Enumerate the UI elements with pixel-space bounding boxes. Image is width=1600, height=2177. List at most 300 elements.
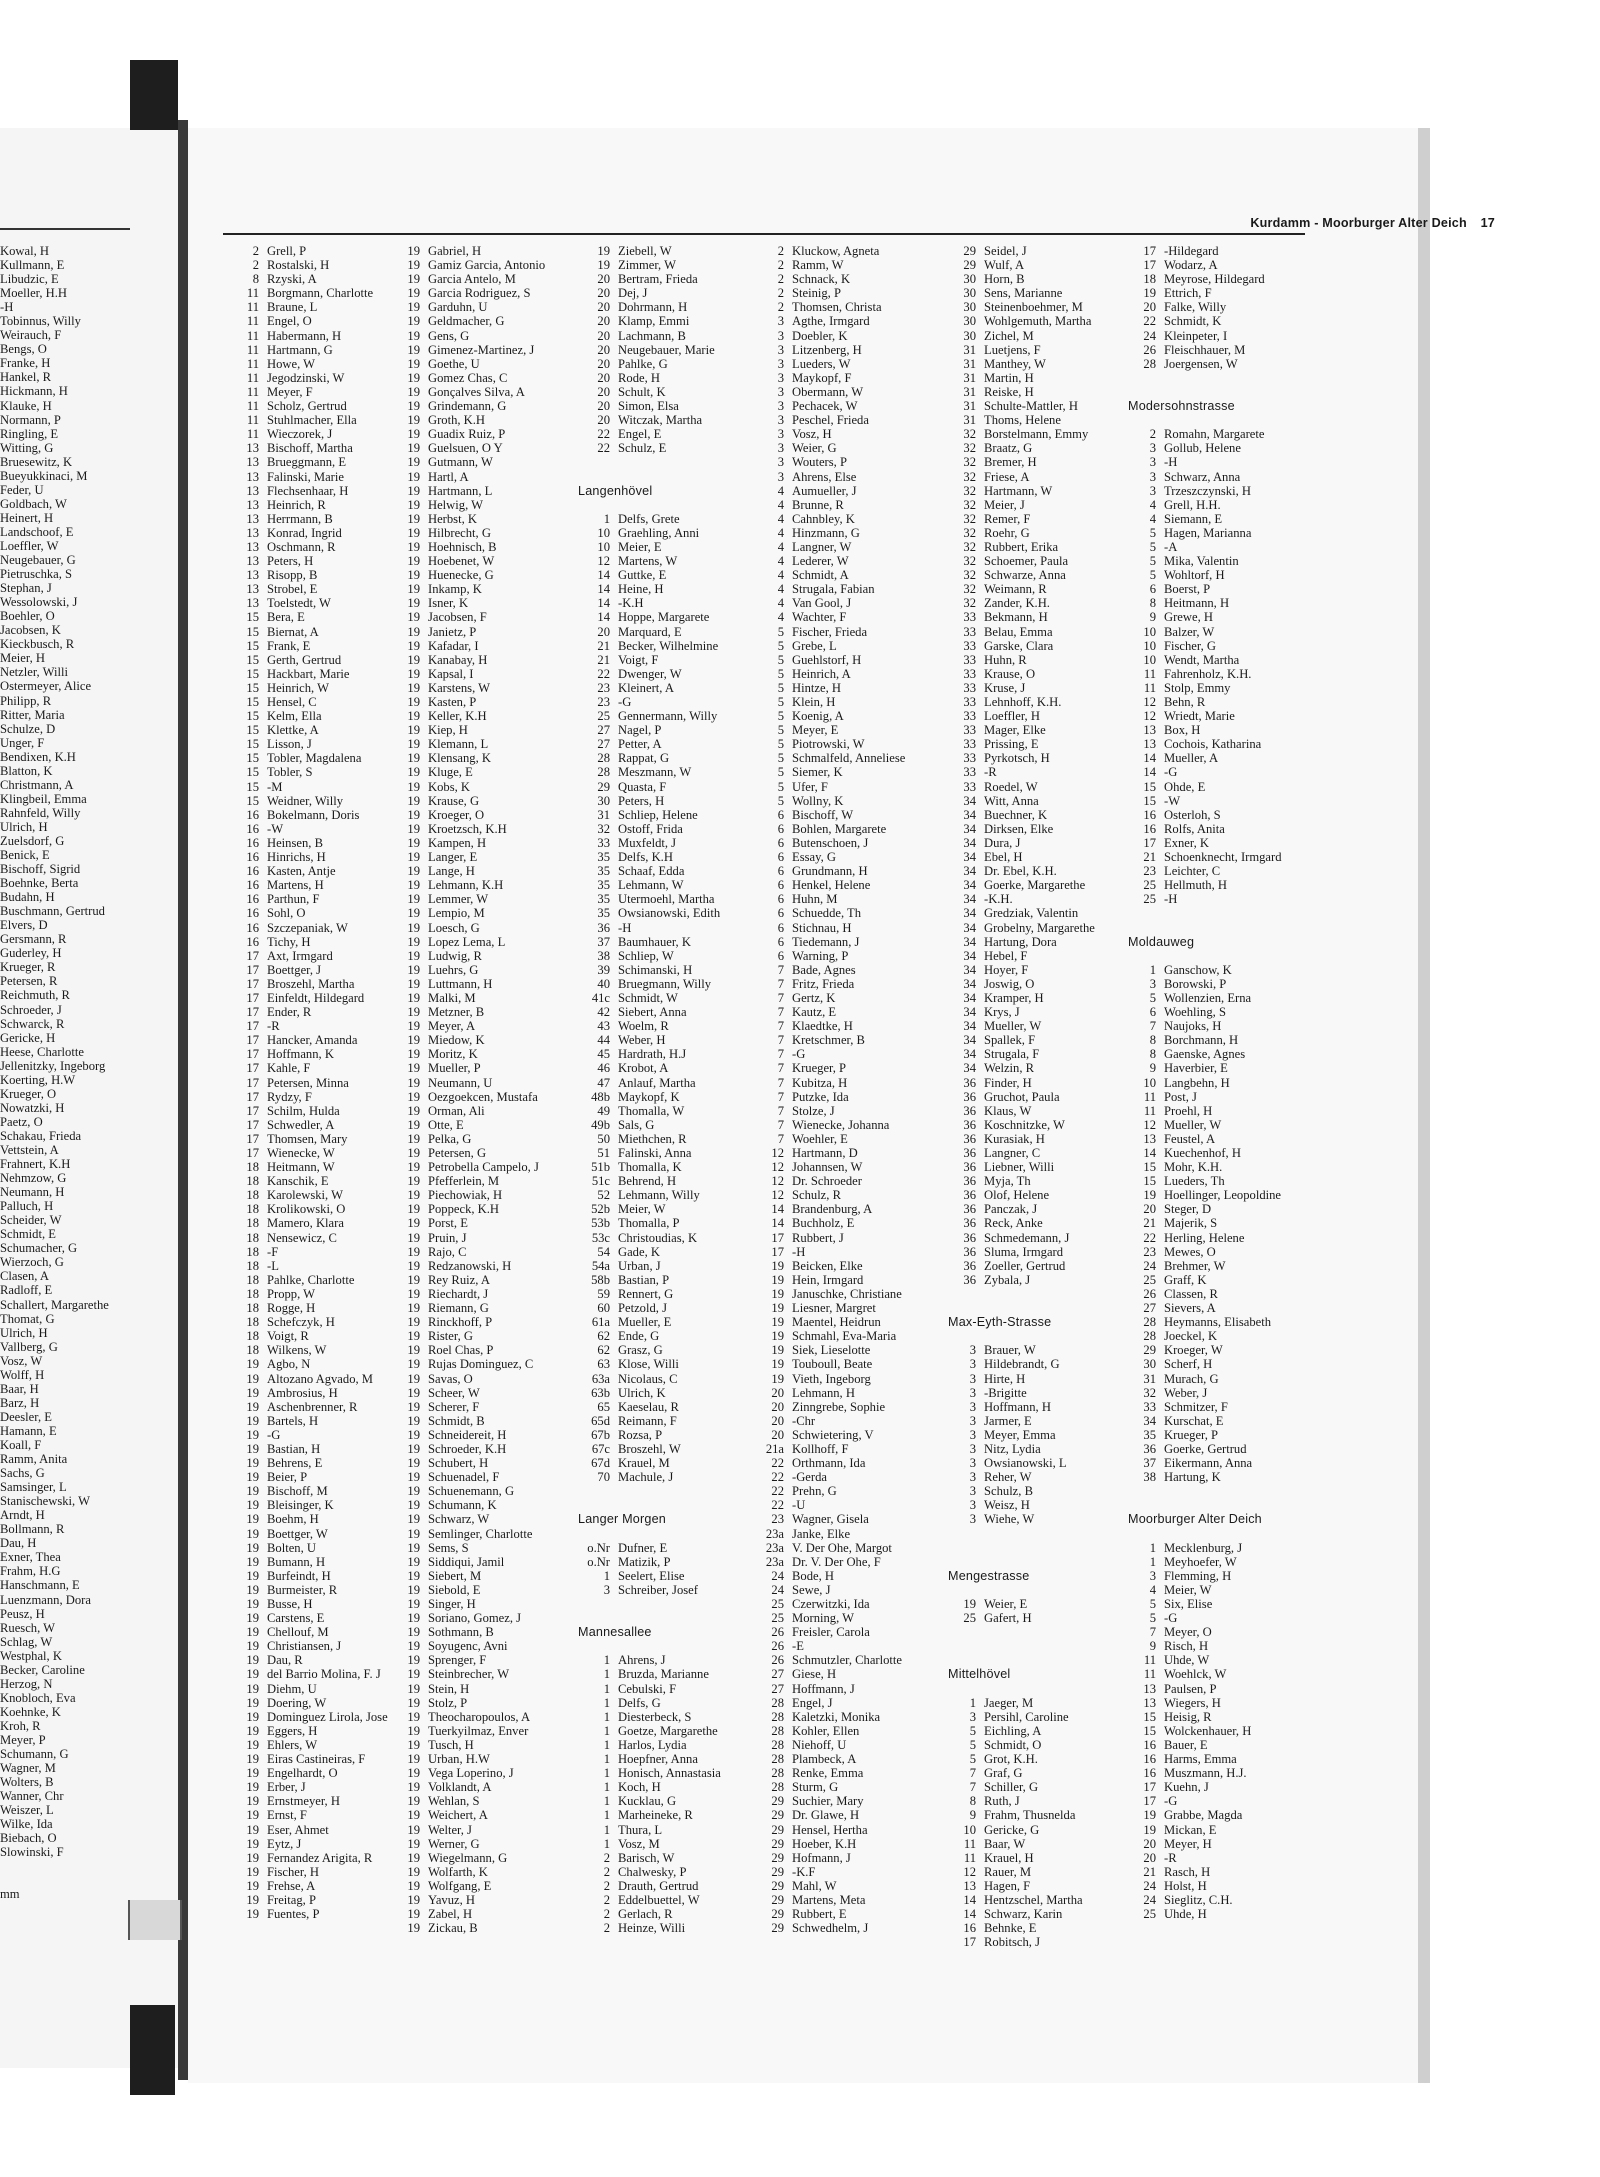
house-number: 46 [597, 1061, 610, 1076]
resident-entry [223, 1780, 388, 1794]
house-number: 13 [1143, 1131, 1156, 1146]
blank-line [1128, 1484, 1282, 1498]
resident-name: Gutmann, W [428, 455, 493, 470]
resident-name: Owsianowski, L [984, 1456, 1067, 1471]
house-number: 6 [777, 850, 784, 865]
previous-page-entry: Pietruschka, S [0, 567, 73, 582]
street-heading [578, 484, 721, 498]
resident-name: Kleinert, A [618, 680, 674, 695]
house-number: 19 [246, 1709, 259, 1724]
resident-name: Howe, W [267, 356, 316, 371]
resident-name: Becker, Wilhelmine [618, 638, 719, 653]
resident-name: Hoepfner, Anna [618, 1752, 698, 1767]
resident-entry [748, 1076, 905, 1090]
house-number: 36 [963, 1174, 976, 1189]
resident-entry [578, 1696, 721, 1710]
resident-entry [398, 709, 545, 723]
house-number: 19 [407, 370, 420, 385]
house-number: 31 [963, 356, 976, 371]
house-number: 1 [603, 1695, 610, 1710]
resident-entry [223, 1005, 388, 1019]
house-number: 19 [407, 1667, 420, 1682]
resident-name: Baumhauer, K [618, 934, 691, 949]
resident-entry [948, 1752, 1095, 1766]
resident-name: Gerlach, R [618, 1907, 673, 1922]
house-number: 17 [1143, 1794, 1156, 1809]
resident-entry [223, 737, 388, 751]
resident-entry [1128, 1893, 1282, 1907]
resident-name: Zybala, J [984, 1272, 1031, 1287]
resident-name: Martin, H [984, 370, 1034, 385]
resident-entry [578, 963, 721, 977]
previous-page-entry: Luenzmann, Dora [0, 1592, 91, 1607]
resident-name: Hinzmann, G [792, 525, 860, 540]
house-number: 19 [407, 1878, 420, 1893]
previous-page-entry: Philipp, R [0, 693, 52, 708]
resident-entry [748, 1682, 905, 1696]
resident-entry [578, 371, 721, 385]
resident-entry [948, 1231, 1095, 1245]
street-name: Modersohnstrasse [1128, 399, 1235, 414]
house-number: 33 [963, 723, 976, 738]
resident-entry [948, 385, 1095, 399]
house-number: 34 [963, 1005, 976, 1020]
resident-name: Ramm, W [792, 258, 844, 273]
house-number: 51 [597, 1146, 610, 1160]
resident-name: Krobot, A [618, 1061, 669, 1076]
resident-name: Roel Chas, P [428, 1343, 494, 1358]
resident-name: Rode, H [618, 370, 660, 385]
resident-name: Langner, W [792, 539, 852, 554]
house-number: o.Nr [587, 1554, 610, 1569]
house-number: 30 [963, 300, 976, 315]
resident-entry [398, 470, 545, 484]
resident-name: Ambrosius, H [267, 1385, 338, 1400]
resident-entry [223, 1386, 388, 1400]
resident-entry [398, 1160, 545, 1174]
resident-name: Schwietering, V [792, 1427, 874, 1442]
house-number: 31 [1143, 1371, 1156, 1386]
house-number: 18 [246, 1230, 259, 1245]
resident-entry [398, 1879, 545, 1893]
resident-entry [223, 1597, 388, 1611]
resident-entry [578, 709, 721, 723]
header-title: Kurdamm - Moorburger Alter Deich [1250, 216, 1467, 230]
resident-name: Wollny, K [792, 793, 844, 808]
house-number: 19 [246, 1470, 259, 1485]
house-number: 19 [407, 483, 420, 498]
resident-entry [748, 1174, 905, 1188]
resident-name: Klein, H [792, 695, 836, 709]
house-number: 19 [246, 1371, 259, 1386]
house-number: 35 [1143, 1427, 1156, 1442]
resident-name: Wriedt, Marie [1164, 709, 1235, 724]
resident-entry [1128, 1216, 1282, 1230]
house-number: 18 [246, 1174, 259, 1189]
resident-entry [948, 1061, 1095, 1075]
house-number: 34 [963, 1061, 976, 1076]
previous-page-entry: Witting, G [0, 440, 54, 455]
resident-name: Klensang, K [428, 751, 491, 766]
resident-entry [578, 258, 721, 272]
resident-name: Gonçalves Silva, A [428, 384, 525, 399]
house-number: 19 [246, 1667, 259, 1682]
resident-name: Krolikowski, O [267, 1202, 346, 1217]
house-number: 34 [963, 1019, 976, 1034]
resident-entry [398, 1386, 545, 1400]
resident-name: Kleinpeter, I [1164, 328, 1228, 343]
house-number: 19 [246, 1597, 259, 1611]
resident-entry [223, 850, 388, 864]
house-number: 19 [771, 1301, 784, 1316]
resident-entry [223, 568, 388, 582]
resident-entry [1128, 751, 1282, 765]
house-number: 4 [1149, 511, 1156, 526]
resident-name: Urban, H.W [428, 1752, 490, 1767]
resident-entry [948, 484, 1095, 498]
resident-name: Fahrenholz, K.H. [1164, 666, 1252, 681]
resident-name: Bolten, U [267, 1540, 316, 1555]
resident-entry [948, 314, 1095, 328]
resident-entry [223, 484, 388, 498]
resident-name: Sothmann, B [428, 1625, 494, 1640]
house-number: 5 [777, 666, 784, 681]
resident-name: Bastian, H [267, 1441, 321, 1456]
house-number: 19 [407, 638, 420, 653]
resident-entry [1128, 836, 1282, 850]
resident-name: Rogge, H [267, 1301, 316, 1316]
house-number: 17 [771, 1244, 784, 1259]
resident-name: Muszmann, H.J. [1164, 1766, 1247, 1781]
resident-name: Hensel, Hertha [792, 1822, 868, 1837]
resident-name: Mickan, E [1164, 1822, 1217, 1837]
resident-entry [1128, 329, 1282, 343]
resident-entry [748, 1047, 905, 1061]
resident-entry [578, 1766, 721, 1780]
resident-entry [578, 1019, 721, 1033]
resident-entry [398, 441, 545, 455]
resident-name: Mager, Elke [984, 723, 1046, 738]
resident-entry [578, 780, 721, 794]
resident-name: Schiller, G [984, 1780, 1039, 1795]
resident-name: Graff, K [1164, 1272, 1207, 1287]
house-number: 16 [1143, 807, 1156, 822]
resident-name: Ufer, F [792, 779, 828, 794]
resident-name: Stuhlmacher, Ella [267, 413, 357, 428]
resident-name: Siebert, M [428, 1568, 482, 1583]
resident-name: Inkamp, K [428, 582, 482, 597]
resident-name: -G [267, 1427, 281, 1442]
resident-name: Guelsuen, O Y [428, 441, 503, 456]
resident-entry [1128, 1611, 1282, 1625]
house-number: 7 [1149, 1019, 1156, 1034]
resident-name: Bischoff, M [267, 1484, 328, 1499]
resident-entry [748, 639, 905, 653]
house-number: 15 [246, 723, 259, 738]
house-number: 19 [407, 314, 420, 329]
house-number: 12 [597, 554, 610, 569]
house-number: 28 [1143, 1329, 1156, 1344]
resident-name: Goetze, Margarethe [618, 1723, 718, 1738]
resident-entry [398, 949, 545, 963]
house-number: 19 [246, 1836, 259, 1851]
resident-entry [748, 470, 905, 484]
resident-entry [578, 751, 721, 765]
resident-name: Pfefferlein, M [428, 1174, 500, 1189]
house-number: 21 [1143, 1864, 1156, 1879]
house-number: 17 [246, 1047, 259, 1062]
resident-entry [578, 822, 721, 836]
house-number: 19 [246, 1554, 259, 1569]
resident-entry [948, 625, 1095, 639]
resident-name: Krueger, P [792, 1061, 847, 1076]
resident-name: Otte, E [428, 1117, 464, 1132]
resident-name: Siemer, K [792, 765, 843, 780]
previous-page-entry: Moeller, H.H [0, 286, 67, 301]
house-number: 2 [777, 286, 784, 301]
house-number: 21a [765, 1441, 784, 1456]
resident-name: Soriano, Gomez, J [428, 1611, 522, 1626]
resident-name: Rubbert, J [792, 1230, 844, 1245]
street-name: Max-Eyth-Strasse [948, 1315, 1052, 1330]
resident-entry [578, 314, 721, 328]
house-number: 29 [771, 1836, 784, 1851]
resident-entry [223, 1752, 388, 1766]
resident-name: Rajo, C [428, 1244, 467, 1259]
house-number: 19 [407, 342, 420, 357]
resident-name: Cochois, Katharina [1164, 737, 1262, 752]
resident-name: Dufner, E [618, 1540, 668, 1555]
resident-name: Pahlke, Charlotte [267, 1272, 355, 1287]
resident-name: Karstens, W [428, 680, 491, 695]
resident-name: Majerik, S [1164, 1216, 1218, 1231]
house-number: 19 [407, 1441, 420, 1456]
house-number: 19 [1143, 1808, 1156, 1823]
house-number: 12 [963, 1864, 976, 1879]
resident-entry [948, 878, 1095, 892]
resident-entry [1128, 357, 1282, 371]
resident-entry [578, 1752, 721, 1766]
resident-name: Schefczyk, H [267, 1315, 335, 1330]
resident-entry [948, 1780, 1095, 1794]
resident-entry [1128, 1710, 1282, 1724]
previous-page-entry: Bischoff, Sigrid [0, 862, 81, 877]
resident-name: Boerst, P [1164, 582, 1211, 597]
resident-name: Reher, W [984, 1470, 1032, 1485]
resident-entry [223, 427, 388, 441]
resident-name: Schroeder, K.H [428, 1441, 507, 1456]
previous-page-entry: Exner, Thea [0, 1550, 61, 1565]
house-number: 5 [777, 723, 784, 738]
resident-name: Eiras Castineiras, F [267, 1752, 366, 1767]
house-number: 32 [1143, 1385, 1156, 1400]
house-number: 13 [246, 568, 259, 583]
house-number: 15 [1143, 1174, 1156, 1189]
resident-name: Graehling, Anni [618, 525, 700, 540]
house-number: 3 [969, 1470, 976, 1485]
resident-entry [578, 1090, 721, 1104]
previous-page-entry: Biebach, O [0, 1831, 57, 1846]
previous-page-entry: Heinert, H [0, 510, 54, 525]
previous-page-entry: Meier, H [0, 651, 45, 666]
resident-name: Ludwig, R [428, 948, 482, 963]
resident-entry [578, 329, 721, 343]
resident-name: Guadix Ruiz, P [428, 427, 506, 442]
resident-entry [948, 540, 1095, 554]
house-number: 6 [1149, 1005, 1156, 1020]
house-number: 9 [969, 1808, 976, 1823]
house-number: 19 [407, 399, 420, 414]
resident-entry [948, 1851, 1095, 1865]
house-number: 15 [246, 751, 259, 766]
resident-name: Eichling, A [984, 1723, 1042, 1738]
previous-page-entry: Ulrich, H [0, 1325, 48, 1340]
resident-entry [748, 963, 905, 977]
resident-entry [948, 822, 1095, 836]
resident-entry [1128, 1329, 1282, 1343]
resident-name: Garske, Clara [984, 638, 1054, 653]
house-number: 11 [246, 370, 259, 385]
house-number: 34 [963, 821, 976, 836]
house-number: 34 [963, 920, 976, 935]
resident-name: Beicken, Elke [792, 1258, 863, 1273]
resident-entry [398, 1682, 545, 1696]
previous-page-entry: Koall, F [0, 1437, 42, 1452]
house-number: 19 [407, 807, 420, 822]
house-number: 12 [1143, 1117, 1156, 1132]
resident-name: Wollenzien, Erna [1164, 990, 1252, 1005]
resident-name: Rister, G [428, 1329, 473, 1344]
house-number: 15 [246, 666, 259, 681]
resident-entry [1128, 977, 1282, 991]
resident-name: Leichter, C [1164, 864, 1221, 879]
house-number: 19 [407, 244, 420, 258]
resident-name: Six, Elise [1164, 1597, 1213, 1611]
house-number: 17 [1143, 244, 1156, 258]
house-number: 19 [407, 328, 420, 343]
resident-name: Van Gool, J [792, 596, 852, 611]
house-number: 29 [771, 1864, 784, 1879]
resident-name: Baar, W [984, 1836, 1026, 1851]
resident-name: Hellmuth, H [1164, 878, 1227, 893]
house-number: 36 [963, 1103, 976, 1118]
resident-entry [1128, 1231, 1282, 1245]
resident-entry [578, 1160, 721, 1174]
resident-name: Hofmann, J [792, 1850, 851, 1865]
resident-name: Tiedemann, J [792, 934, 860, 949]
resident-entry [398, 737, 545, 751]
house-number: 19 [407, 384, 420, 399]
blank-line [948, 1682, 1095, 1696]
house-number: 13 [246, 455, 259, 470]
resident-entry [748, 540, 905, 554]
resident-entry [223, 1315, 388, 1329]
blank-line [1128, 1527, 1282, 1541]
resident-name: Piechowiak, H [428, 1188, 503, 1203]
house-number: 19 [246, 1681, 259, 1696]
resident-entry [948, 709, 1095, 723]
house-number: 6 [777, 892, 784, 907]
resident-entry [1128, 1766, 1282, 1780]
house-number: 11 [1143, 680, 1156, 695]
resident-entry [223, 1400, 388, 1414]
resident-entry [223, 836, 388, 850]
house-number: 6 [777, 835, 784, 850]
resident-entry [398, 413, 545, 427]
resident-entry [748, 765, 905, 779]
resident-name: Brehmer, W [1164, 1258, 1226, 1273]
resident-entry [223, 625, 388, 639]
resident-name: Kelm, Ella [267, 709, 322, 724]
house-number: 26 [771, 1639, 784, 1654]
resident-name: Spallek, F [984, 1033, 1036, 1048]
resident-name: Wieczorek, J [267, 427, 333, 442]
house-number: 19 [246, 1399, 259, 1414]
resident-name: Kuechenhof, H [1164, 1146, 1241, 1160]
resident-entry [748, 526, 905, 540]
house-number: 24 [1143, 1892, 1156, 1907]
resident-name: Ernst, F [267, 1808, 307, 1823]
house-number: 19 [407, 976, 420, 991]
resident-name: Fischer, Frieda [792, 624, 868, 639]
resident-name: Kubitza, H [792, 1075, 848, 1090]
resident-entry [578, 1555, 721, 1569]
house-number: 19 [407, 525, 420, 540]
blank-line [578, 1498, 721, 1512]
house-number: o.Nr [587, 1540, 610, 1555]
resident-entry [223, 1076, 388, 1090]
resident-name: Schumann, K [428, 1498, 497, 1513]
previous-page-entry: Frahnert, K.H [0, 1157, 71, 1172]
resident-name: Lehmann, K.H [428, 878, 504, 893]
resident-name: Hagen, Marianna [1164, 525, 1252, 540]
house-number: 16 [1143, 1737, 1156, 1752]
resident-entry [223, 653, 388, 667]
resident-entry [578, 343, 721, 357]
resident-entry [398, 695, 545, 709]
resident-entry [948, 737, 1095, 751]
resident-name: Meyrose, Hildegard [1164, 272, 1265, 287]
resident-entry [748, 329, 905, 343]
resident-entry [578, 568, 721, 582]
house-number: 19 [407, 1131, 420, 1146]
previous-page-entry: Klingbeil, Emma [0, 791, 87, 806]
resident-name: Buechner, K [984, 807, 1048, 822]
house-number: 63b [591, 1385, 610, 1400]
resident-name: Behn, R [1164, 695, 1206, 709]
resident-entry [578, 1400, 721, 1414]
resident-entry [223, 1583, 388, 1597]
resident-entry [948, 1710, 1095, 1724]
resident-entry [578, 413, 721, 427]
resident-name: -H [1164, 455, 1178, 470]
resident-name: Dwenger, W [618, 666, 682, 681]
previous-page-entry: Hanschmann, E [0, 1578, 80, 1593]
house-number: 15 [246, 737, 259, 752]
resident-name: Giese, H [792, 1667, 837, 1682]
resident-entry [1128, 272, 1282, 286]
resident-name: Gamiz Garcia, Antonio [428, 258, 546, 273]
blank-line [948, 1527, 1095, 1541]
resident-name: Tobler, S [267, 765, 313, 780]
resident-name: -G [1164, 1611, 1178, 1626]
resident-name: Krause, G [428, 793, 480, 808]
resident-name: Garcia Antelo, M [428, 272, 516, 287]
resident-entry [1128, 794, 1282, 808]
resident-entry [748, 343, 905, 357]
house-number: 3 [969, 1385, 976, 1400]
resident-entry [398, 258, 545, 272]
